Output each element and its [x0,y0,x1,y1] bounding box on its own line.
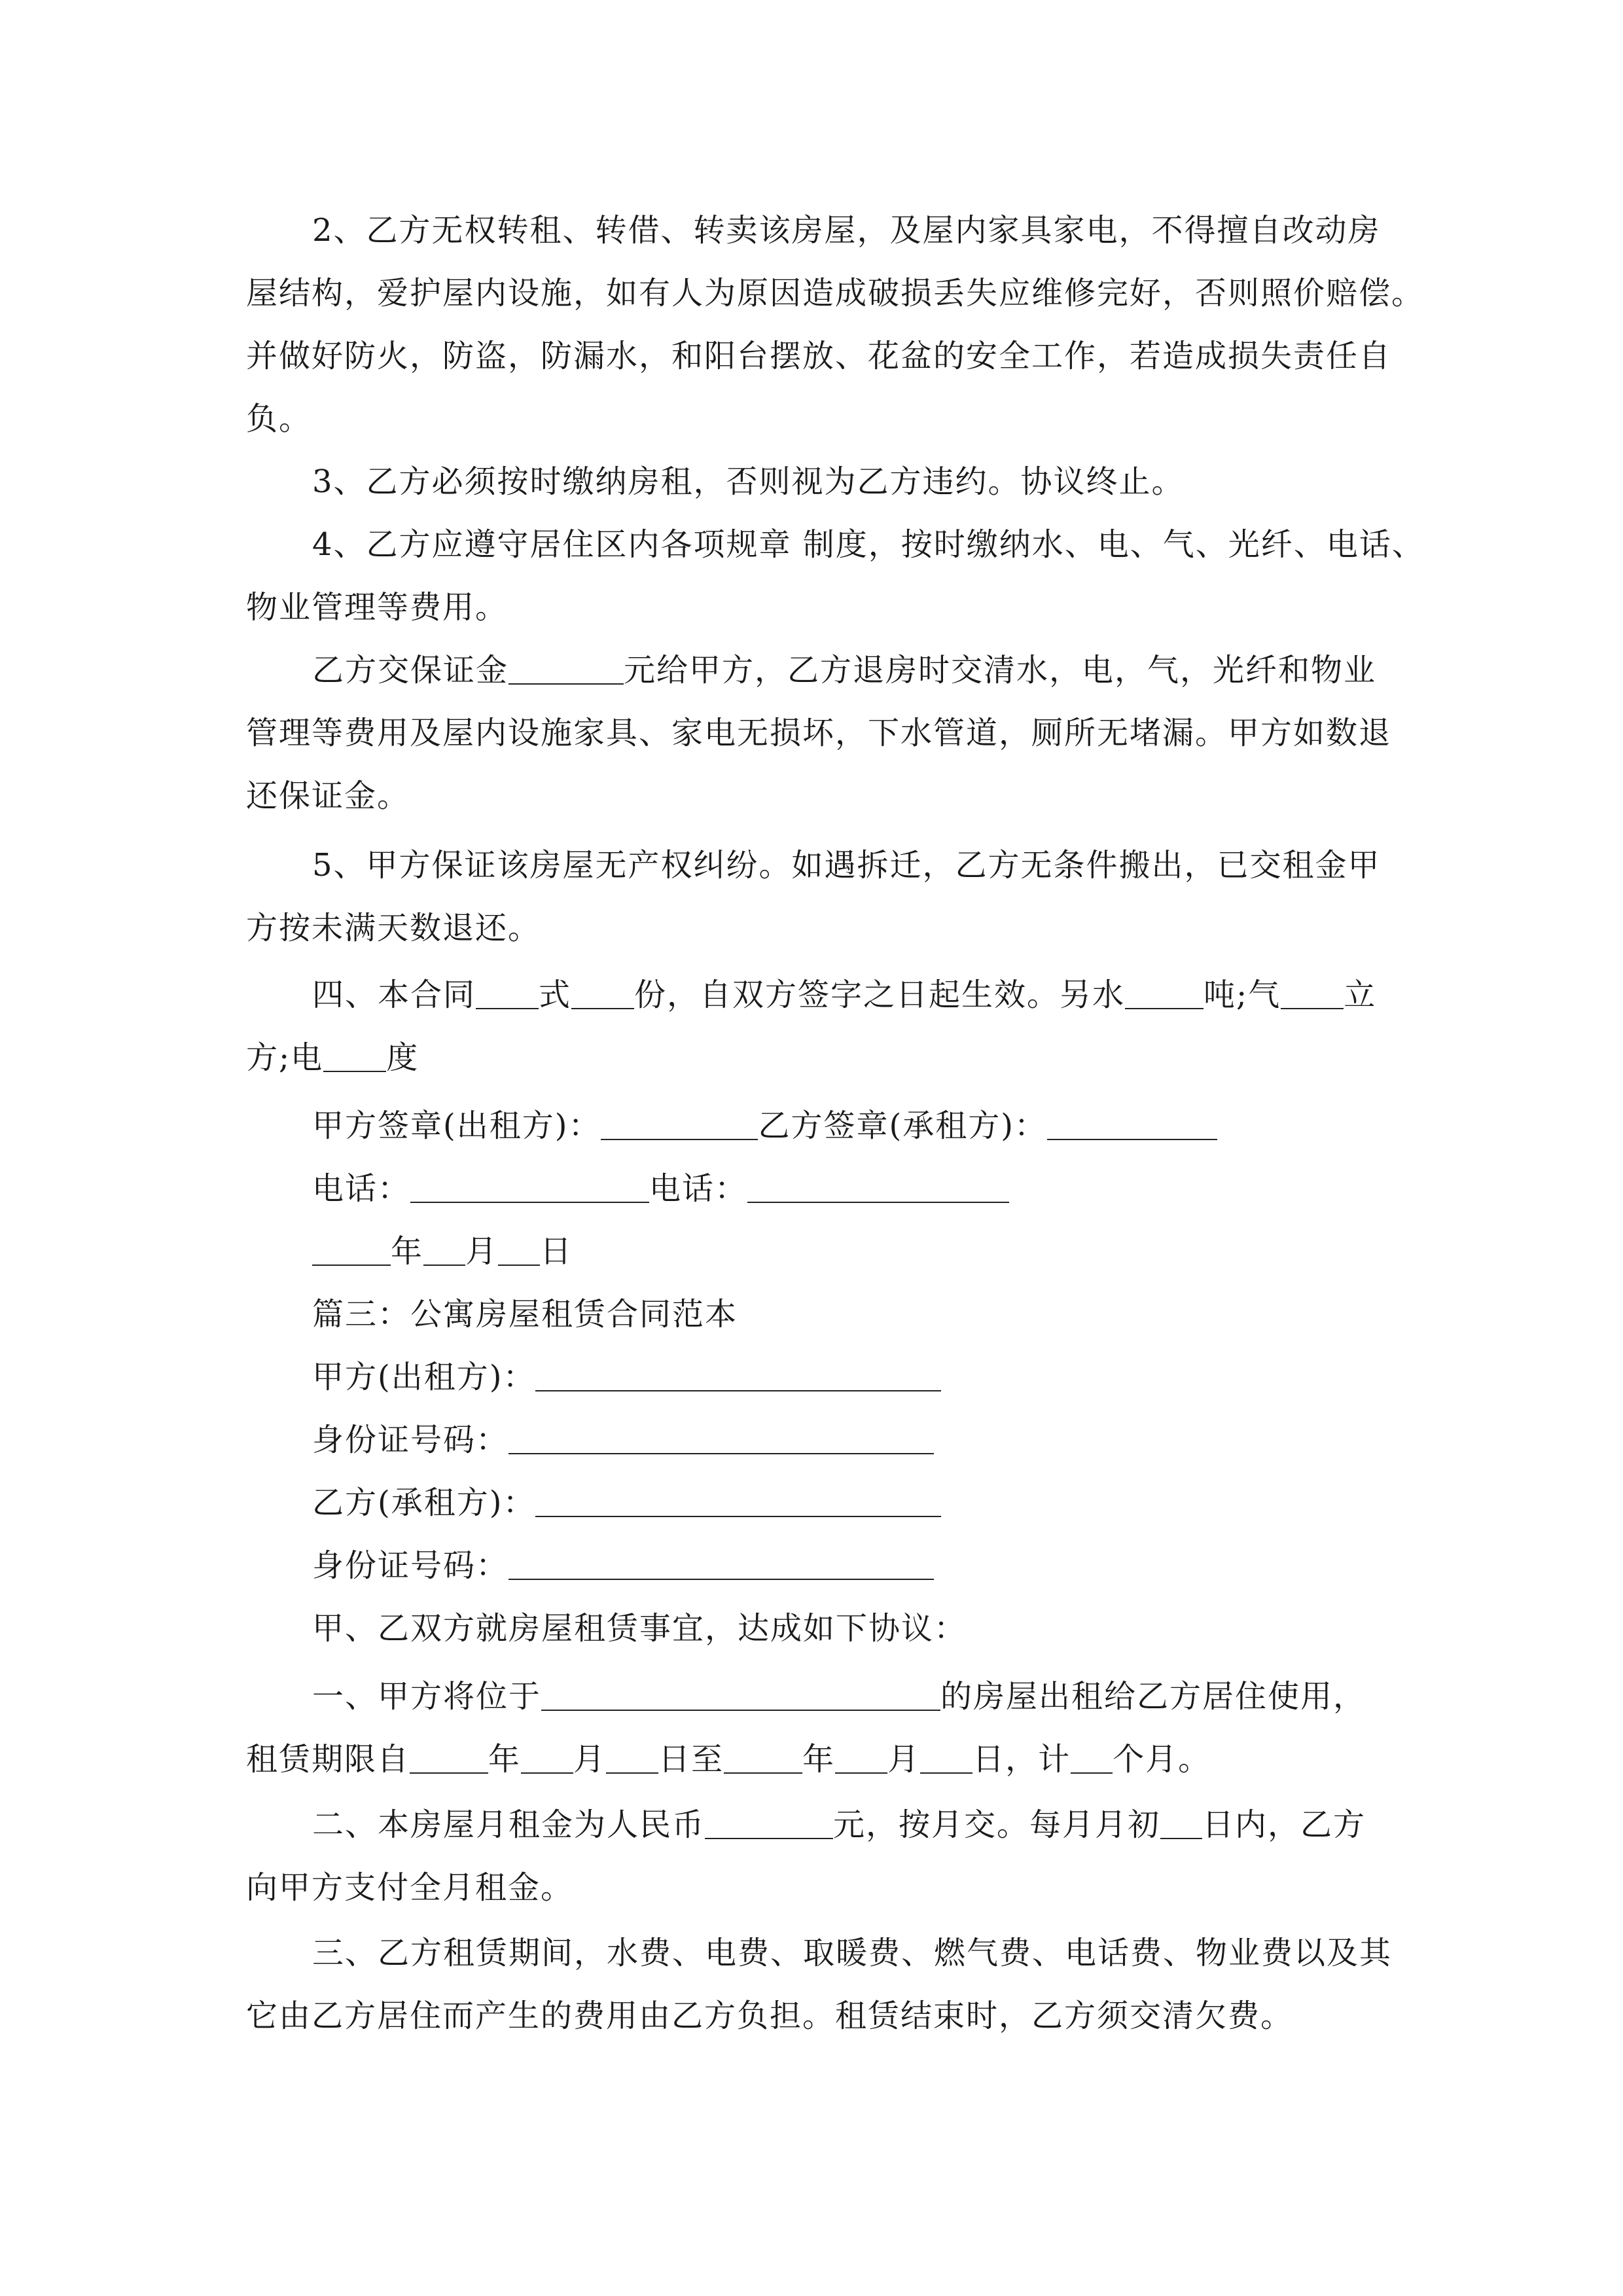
lessee-phone-label: 电话： [649,1170,748,1207]
property-address-blank [541,1681,940,1711]
section-4-text-c: 份，自双方签字之日起生效。另水 [634,977,1126,1013]
water-blank [1125,979,1204,1009]
clause-2-line-1: 2、乙方无权转租、转借、转卖该房屋，及屋内家具家电，不得擅自改动房 [312,212,1381,249]
months-label: 个月。 [1113,1741,1211,1778]
section-4-text-b: 式 [539,977,572,1013]
deposit-line-2: 管理等费用及屋内设施家具、家电无损坏，下水管道，厕所无堵漏。甲方如数退 [246,715,1392,751]
agreement-intro: 甲、乙双方就房屋租赁事宜，达成如下协议： [312,1610,967,1647]
deposit-text: 元给甲方，乙方退房时交清水，电，气，光纤和物业 [624,652,1377,689]
section-4-line-1 [312,975,1376,1014]
lessor-signature-label: 甲方签章(出租方)： [312,1107,601,1144]
section-4-text-g: 度 [386,1039,419,1076]
clause-2b-line-1 [312,1805,1366,1844]
rent-amount-blank [705,1809,833,1839]
electricity-blank [323,1042,386,1072]
lessor-label: 甲方(出租方)： [312,1359,536,1395]
pay-day-blank [1160,1809,1202,1839]
section-4-text-a: 四、本合同 [312,977,476,1013]
signature-line [312,1106,1217,1145]
clause-1-text-b: 的房屋出租给乙方居住使用， [940,1678,1366,1715]
end-day-label: 日，计 [972,1741,1071,1778]
deposit-label: 乙方交保证金 [312,652,509,689]
clause-1-line-1 [312,1677,1366,1716]
start-month-blank [521,1744,573,1774]
year-blank [312,1236,391,1266]
day-blank [498,1236,540,1266]
month-label: 月 [465,1233,499,1270]
clause-3b-line-1: 三、乙方租赁期间，水费、电费、取暖费、燃气费、电话费、物业费以及其 [312,1935,1393,1971]
deposit-line-1 [312,651,1376,690]
lessee-blank [535,1487,941,1517]
section-4-text-f: 方;电 [246,1039,324,1076]
end-year-label: 年 [802,1741,836,1778]
clause-5-line-2: 方按未满天数退还。 [246,910,541,946]
clause-2-line-3: 并做好防火，防盗，防漏水，和阳台摆放、花盆的安全工作，若造成损失责任自 [246,338,1392,374]
clause-3: 3、乙方必须按时缴纳房租，否则视为乙方违约。协议终止。 [312,463,1185,500]
end-year-blank [724,1744,802,1774]
clause-2-line-2: 屋结构，爱护屋内设施，如有人为原因造成破损丢失应维修完好，否则照价赔偿。 [246,275,1425,312]
start-day-blank [606,1744,658,1774]
day-label: 日 [540,1233,573,1270]
lessor-line [312,1357,941,1397]
lessee-signature-label: 乙方签章(承租方)： [758,1107,1047,1144]
rent-label: 二、本房屋月租金为人民币 [312,1806,705,1843]
copies-style-blank [476,979,539,1009]
clause-5-line-1: 5、甲方保证该房屋无产权纠纷。如遇拆迁，乙方无条件搬出，已交租金甲 [312,847,1381,884]
start-year-blank [410,1744,488,1774]
lease-term-label: 租赁期限自 [246,1741,410,1778]
lessee-line [312,1483,941,1522]
phone-line [312,1169,1009,1208]
clause-2-line-4: 负。 [246,401,312,437]
start-month-label: 月 [573,1741,607,1778]
section-4-text-e: 立 [1344,977,1377,1013]
lessee-label: 乙方(承租方)： [312,1484,536,1521]
end-month-blank [835,1744,887,1774]
lessor-id-line [312,1420,934,1460]
gas-blank [1281,979,1344,1009]
start-year-label: 年 [488,1741,522,1778]
end-day-blank [920,1744,972,1774]
clause-4-line-2: 物业管理等费用。 [246,589,508,626]
lessor-phone-label: 电话： [312,1170,411,1207]
section-4-line-2 [246,1038,419,1077]
months-blank [1071,1744,1113,1774]
month-blank [423,1236,465,1266]
clause-2b-line-2: 向甲方支付全月租金。 [246,1869,574,1906]
end-month-label: 月 [887,1741,921,1778]
lessee-phone-blank [747,1173,1009,1203]
lessor-blank [535,1361,941,1391]
copies-count-blank [571,979,634,1009]
lessee-signature-blank [1047,1110,1217,1140]
lessor-phone-blank [410,1173,649,1203]
rent-text-end: 日内，乙方 [1202,1806,1366,1843]
section-title-3: 篇三：公寓房屋租赁合同范本 [312,1296,738,1333]
clause-4-line-1: 4、乙方应遵守居住区内各项规章 制度，按时缴纳水、电、气、光纤、电话、 [312,526,1425,563]
clause-3b-line-2: 它由乙方居住而产生的费用由乙方负担。租赁结束时，乙方须交清欠费。 [246,1998,1294,2034]
start-day-label: 日至 [658,1741,724,1778]
section-4-text-d: 吨;气 [1204,977,1281,1013]
year-label: 年 [391,1233,424,1270]
deposit-amount-blank [508,655,624,685]
lessor-id-label: 身份证号码： [312,1422,509,1458]
lessor-signature-blank [601,1110,758,1140]
rent-text: 元，按月交。每月月初 [833,1806,1161,1843]
clause-1-line-2 [246,1740,1211,1779]
date-line [312,1232,573,1271]
lessee-id-line [312,1546,934,1585]
deposit-line-3: 还保证金。 [246,778,410,814]
clause-1-text-a: 一、甲方将位于 [312,1678,542,1715]
lessee-id-label: 身份证号码： [312,1547,509,1584]
lessee-id-blank [508,1550,934,1580]
lessor-id-blank [508,1424,934,1454]
